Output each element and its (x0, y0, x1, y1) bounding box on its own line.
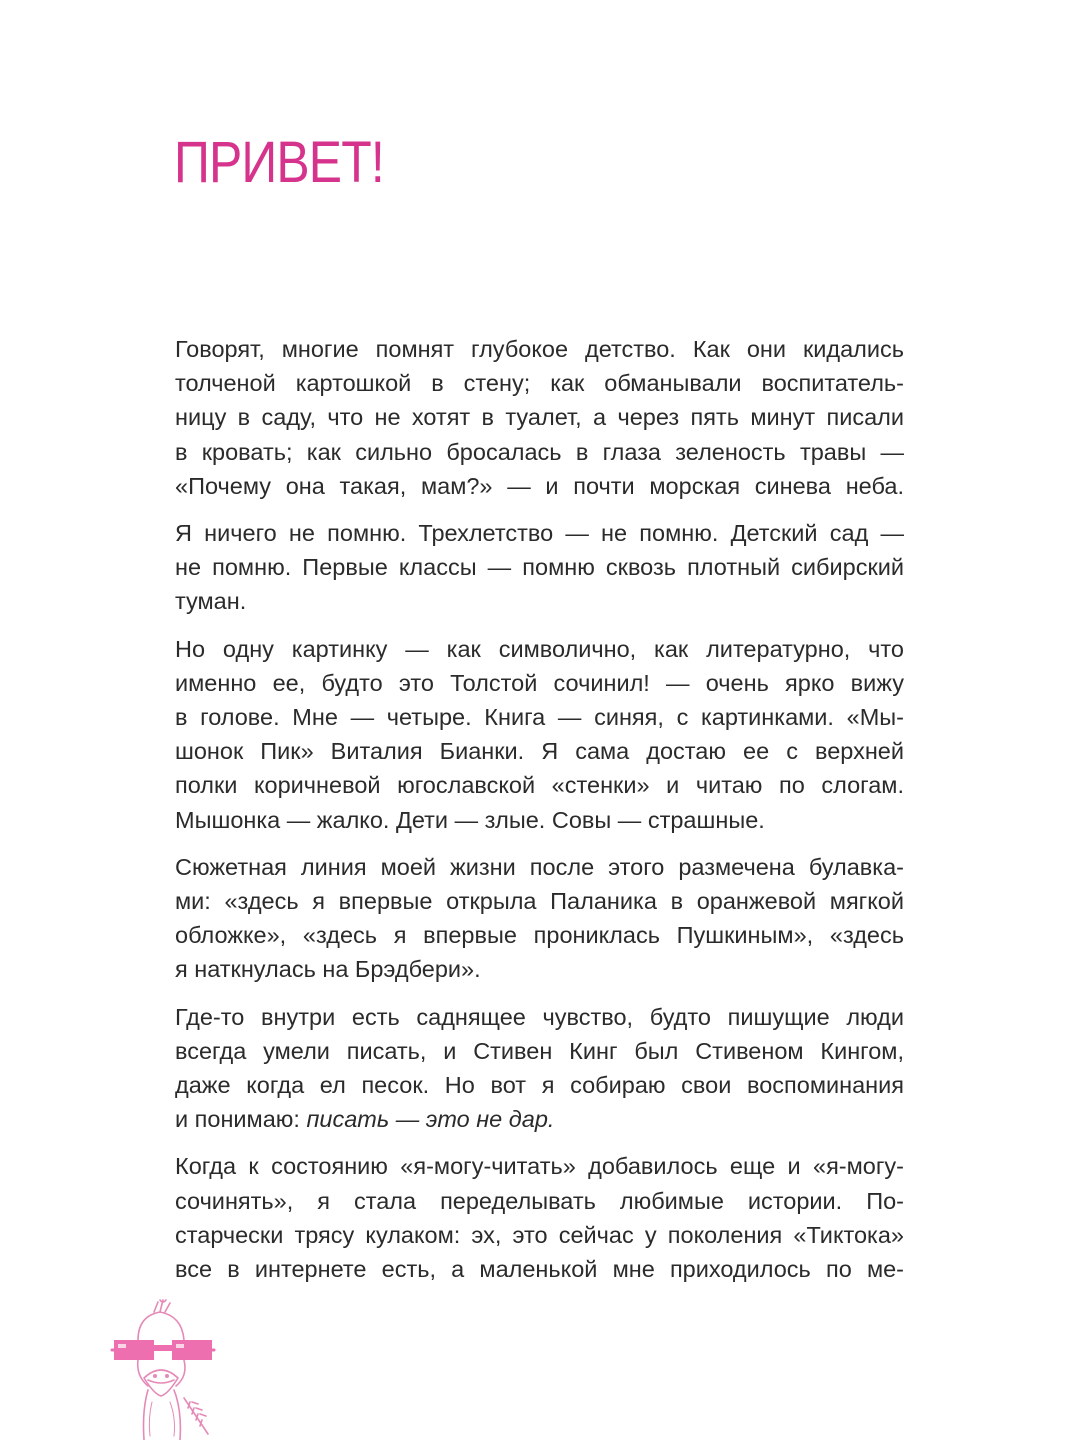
page-heading: ПРИВЕТ! (174, 130, 384, 195)
text-line: именно ее, будто это Толстой сочинил! — очень ярко вижу (175, 669, 904, 696)
text-line: не помню. Первые классы — помню сквозь плотный сибирский (175, 554, 904, 581)
paragraph-1 (175, 332, 904, 503)
text-line: Где-то внутри есть саднящее чувство, будто пишущие люди (175, 1003, 904, 1030)
text-line: Сюжетная линия моей жизни после этого размечена булавка- (175, 853, 904, 880)
text-line-prefix: и понимаю: (175, 1106, 307, 1133)
italic-phrase: писать — это не дар. (306, 1106, 555, 1133)
text-line: «Почему она такая, мам?» — и почти морская синева неба. (175, 472, 904, 499)
text-line: сочинять», я стала переделывать любимые истории. По- (175, 1187, 904, 1214)
paragraph-2 (175, 516, 904, 619)
text-line: ницу в саду, что не хотят в туалет, а через пять минут писали (175, 404, 904, 431)
text-line: я наткнулась на Брэдбери». (175, 956, 481, 983)
text-line: Мышонка — жалко. Дети — злые. Совы — страшные. (175, 806, 765, 833)
text-line: туман. (175, 588, 247, 615)
text-line: шонок Пик» Виталия Бианки. Я сама достаю ее с верхней (175, 738, 904, 765)
text-line: Но одну картинку — как символично, как литературно, что (175, 635, 904, 662)
paragraph-4 (175, 850, 904, 987)
text-line: Говорят, многие помнят глубокое детство. Как они кидались (175, 336, 904, 362)
text-line: все в интернете есть, а маленькой мне приходилось по ме- (175, 1256, 904, 1283)
paragraph-6 (175, 1149, 904, 1286)
text-line: в голове. Мне — четыре. Книга — синяя, с картинками. «Мы- (175, 704, 904, 731)
text-line: обложке», «здесь я впервые прониклась Пушкиным», «здесь (175, 922, 904, 949)
body-text (175, 332, 904, 1299)
ostrich-with-sunglasses-illustration (108, 1298, 218, 1440)
text-line: полки коричневой югославской «стенки» и читаю по слогам. (175, 772, 904, 799)
text-line: Я ничего не помню. Трехлетство — не помню. Детский сад — (175, 520, 904, 547)
text-line: толченой картошкой в стену; как обманывали воспитатель- (175, 370, 904, 397)
text-line (175, 1102, 904, 1136)
text-line: старчески трясу кулаком: эх, это сейчас у поколения «Тиктока» (175, 1221, 904, 1248)
text-line: в кровать; как сильно бросалась в глаза зеленость травы — (175, 438, 904, 465)
text-line: всегда умели писать, и Стивен Кинг был Стивеном Кингом, (175, 1037, 904, 1064)
paragraph-3 (175, 632, 904, 837)
paragraph-5 (175, 1000, 904, 1137)
text-line: ми: «здесь я впервые открыла Паланика в оранжевой мягкой (175, 888, 904, 915)
text-line: даже когда ел песок. Но вот я собираю свои воспоминания (175, 1072, 904, 1099)
text-line: Когда к состоянию «я-могу-читать» добавилось еще и «я-могу- (175, 1153, 904, 1180)
